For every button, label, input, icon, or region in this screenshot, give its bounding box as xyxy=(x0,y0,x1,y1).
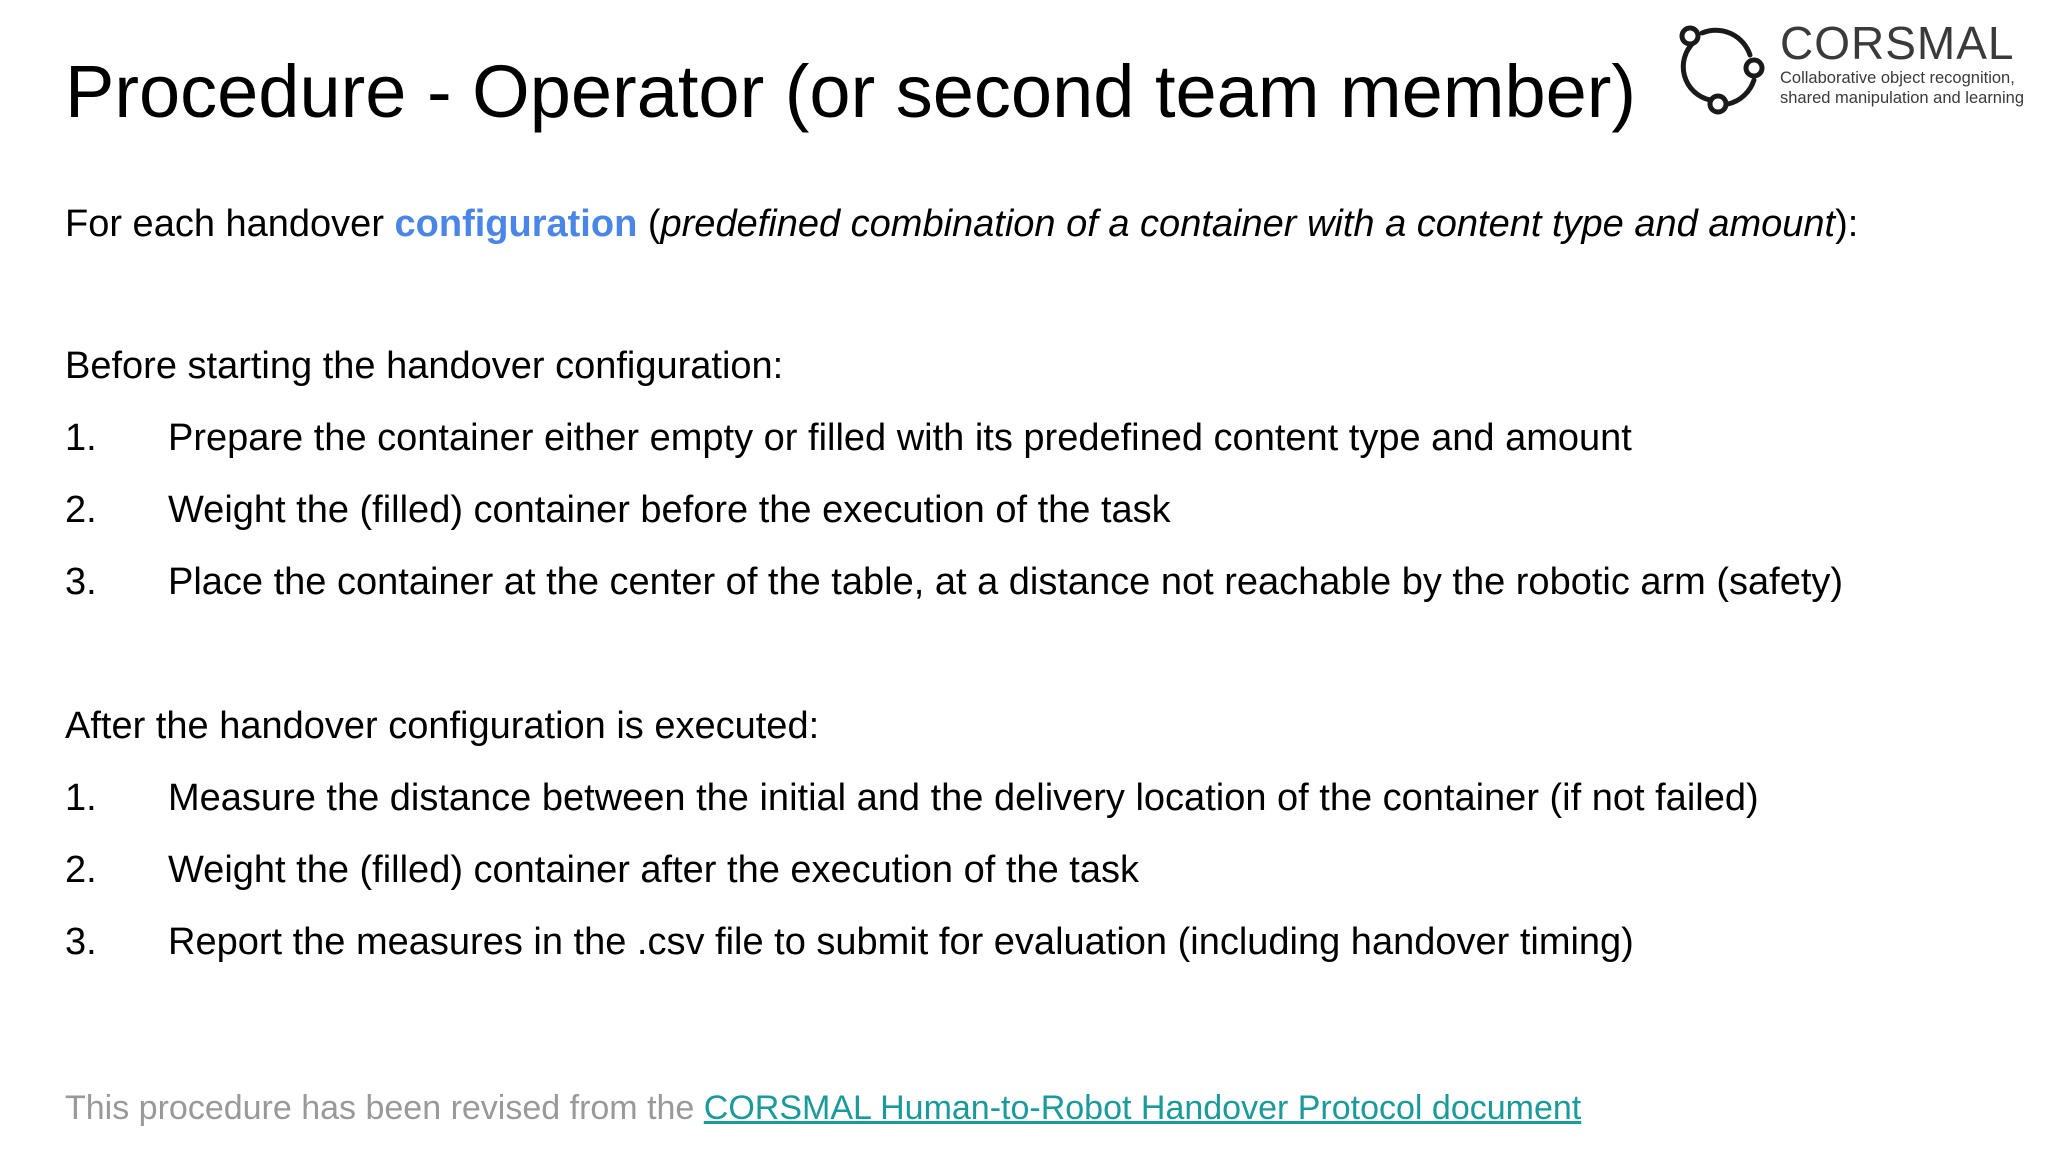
step-text: Measure the distance between the initial and the delivery location of the container (if not failed) xyxy=(168,777,1759,819)
intro-definition: predefined combination of a container with a content type and amount xyxy=(660,203,1836,245)
intro-suffix: ): xyxy=(1835,203,1859,245)
list-item xyxy=(65,906,1759,978)
after-heading: After the handover configuration is executed: xyxy=(65,705,820,747)
logo-tagline xyxy=(1780,68,2024,108)
footer-note xyxy=(65,1088,1581,1128)
step-number: 2. xyxy=(65,849,97,891)
list-item xyxy=(65,546,1843,618)
protocol-document-link[interactable]: CORSMAL Human-to-Robot Handover Protocol document xyxy=(703,1089,1582,1127)
step-number: 1. xyxy=(65,417,97,459)
before-heading: Before starting the handover configuration: xyxy=(65,345,784,387)
step-text: Weight the (filled) container after the execution of the task xyxy=(168,849,1139,891)
logo-wordmark: CORSMAL xyxy=(1780,17,2015,69)
step-number: 3. xyxy=(65,561,97,603)
before-section xyxy=(65,330,1843,618)
footer-prefix: This procedure has been revised from the xyxy=(65,1089,704,1127)
slide-title: Procedure - Operator (or second team member) xyxy=(65,50,1637,133)
logo-tagline-line2: shared manipulation and learning xyxy=(1780,89,2025,107)
step-text: Report the measures in the .csv file to submit for evaluation (including handover timing) xyxy=(168,921,1634,963)
step-text: Prepare the container either empty or filled with its predefined content type and amount xyxy=(168,417,1632,459)
list-item xyxy=(65,474,1843,546)
logo-tagline-line1: Collaborative object recognition, xyxy=(1780,69,2015,87)
corsmal-logo-icon xyxy=(1672,20,1772,116)
intro-line xyxy=(65,202,1858,246)
list-item xyxy=(65,834,1759,906)
step-text: Place the container at the center of the table, at a distance not reachable by the robotic arm (safety) xyxy=(168,561,1844,603)
intro-keyword: configuration xyxy=(394,203,638,245)
corsmal-logo xyxy=(1672,16,2042,116)
step-number: 1. xyxy=(65,777,97,819)
step-number: 3. xyxy=(65,921,97,963)
intro-open-paren: ( xyxy=(637,203,661,245)
intro-prefix: For each handover xyxy=(65,203,395,245)
list-item xyxy=(65,762,1759,834)
after-section xyxy=(65,690,1759,978)
step-text: Weight the (filled) container before the execution of the task xyxy=(168,489,1171,531)
step-number: 2. xyxy=(65,489,97,531)
list-item xyxy=(65,402,1843,474)
